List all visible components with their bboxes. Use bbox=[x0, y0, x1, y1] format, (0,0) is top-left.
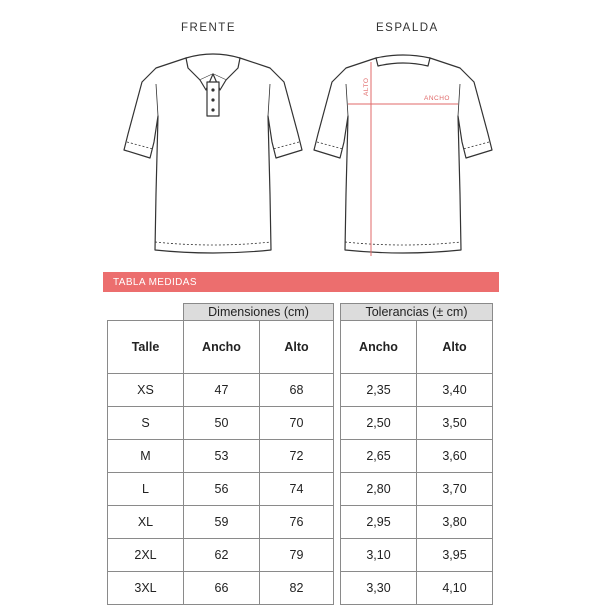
width-cell: 59 bbox=[184, 506, 260, 539]
tolerance-width-cell: 2,80 bbox=[341, 473, 417, 506]
size-column-header: Talle bbox=[108, 321, 184, 374]
table-row bbox=[341, 473, 493, 506]
section-title: TABLA MEDIDAS bbox=[113, 277, 197, 288]
table-row bbox=[341, 407, 493, 440]
height-cell: 76 bbox=[260, 506, 334, 539]
table-row bbox=[108, 440, 334, 473]
height-cell: 70 bbox=[260, 407, 334, 440]
tolerance-height-column-header: Alto bbox=[417, 321, 493, 374]
table-row bbox=[108, 473, 334, 506]
tolerance-height-cell: 3,80 bbox=[417, 506, 493, 539]
tolerance-width-cell: 2,65 bbox=[341, 440, 417, 473]
section-header-bar bbox=[103, 272, 499, 292]
tolerance-height-cell: 3,40 bbox=[417, 374, 493, 407]
table-row bbox=[108, 539, 334, 572]
width-cell: 53 bbox=[184, 440, 260, 473]
table-row bbox=[108, 572, 334, 605]
width-column-header: Ancho bbox=[184, 321, 260, 374]
dimensions-group-header: Dimensiones (cm) bbox=[184, 304, 334, 321]
height-cell: 72 bbox=[260, 440, 334, 473]
height-column-header: Alto bbox=[260, 321, 334, 374]
back-view-label: ESPALDA bbox=[376, 22, 439, 34]
tolerances-group-header: Tolerancias (± cm) bbox=[341, 304, 493, 321]
width-cell: 56 bbox=[184, 473, 260, 506]
tolerance-width-cell: 2,35 bbox=[341, 374, 417, 407]
height-cell: 74 bbox=[260, 473, 334, 506]
height-cell: 68 bbox=[260, 374, 334, 407]
tolerance-width-cell: 3,10 bbox=[341, 539, 417, 572]
width-measure-label: ANCHO bbox=[424, 95, 450, 102]
table-row bbox=[108, 506, 334, 539]
width-cell: 50 bbox=[184, 407, 260, 440]
table-row bbox=[341, 572, 493, 605]
width-cell: 47 bbox=[184, 374, 260, 407]
table-row bbox=[108, 407, 334, 440]
tolerance-width-column-header: Ancho bbox=[341, 321, 417, 374]
table-corner-blank bbox=[108, 304, 184, 321]
polo-front-illustration bbox=[118, 44, 308, 264]
table-row bbox=[341, 440, 493, 473]
front-view-label: FRENTE bbox=[181, 22, 236, 34]
size-cell: XS bbox=[108, 374, 184, 407]
size-cell: 2XL bbox=[108, 539, 184, 572]
polo-back-illustration bbox=[308, 44, 498, 264]
size-cell: M bbox=[108, 440, 184, 473]
tolerance-height-cell: 3,50 bbox=[417, 407, 493, 440]
tolerances-table bbox=[340, 303, 493, 605]
height-measure-label: ALTO bbox=[363, 77, 370, 96]
size-cell: S bbox=[108, 407, 184, 440]
tolerance-height-cell: 3,60 bbox=[417, 440, 493, 473]
tolerance-width-cell: 3,30 bbox=[341, 572, 417, 605]
table-row bbox=[341, 506, 493, 539]
tolerance-width-cell: 2,95 bbox=[341, 506, 417, 539]
width-cell: 62 bbox=[184, 539, 260, 572]
size-cell: 3XL bbox=[108, 572, 184, 605]
size-cell: L bbox=[108, 473, 184, 506]
tolerance-height-cell: 4,10 bbox=[417, 572, 493, 605]
tolerance-height-cell: 3,95 bbox=[417, 539, 493, 572]
dimensions-table bbox=[107, 303, 334, 605]
height-cell: 82 bbox=[260, 572, 334, 605]
tolerance-width-cell: 2,50 bbox=[341, 407, 417, 440]
table-row bbox=[341, 374, 493, 407]
width-cell: 66 bbox=[184, 572, 260, 605]
table-row bbox=[108, 374, 334, 407]
size-cell: XL bbox=[108, 506, 184, 539]
tolerance-height-cell: 3,70 bbox=[417, 473, 493, 506]
table-row bbox=[341, 539, 493, 572]
height-cell: 79 bbox=[260, 539, 334, 572]
